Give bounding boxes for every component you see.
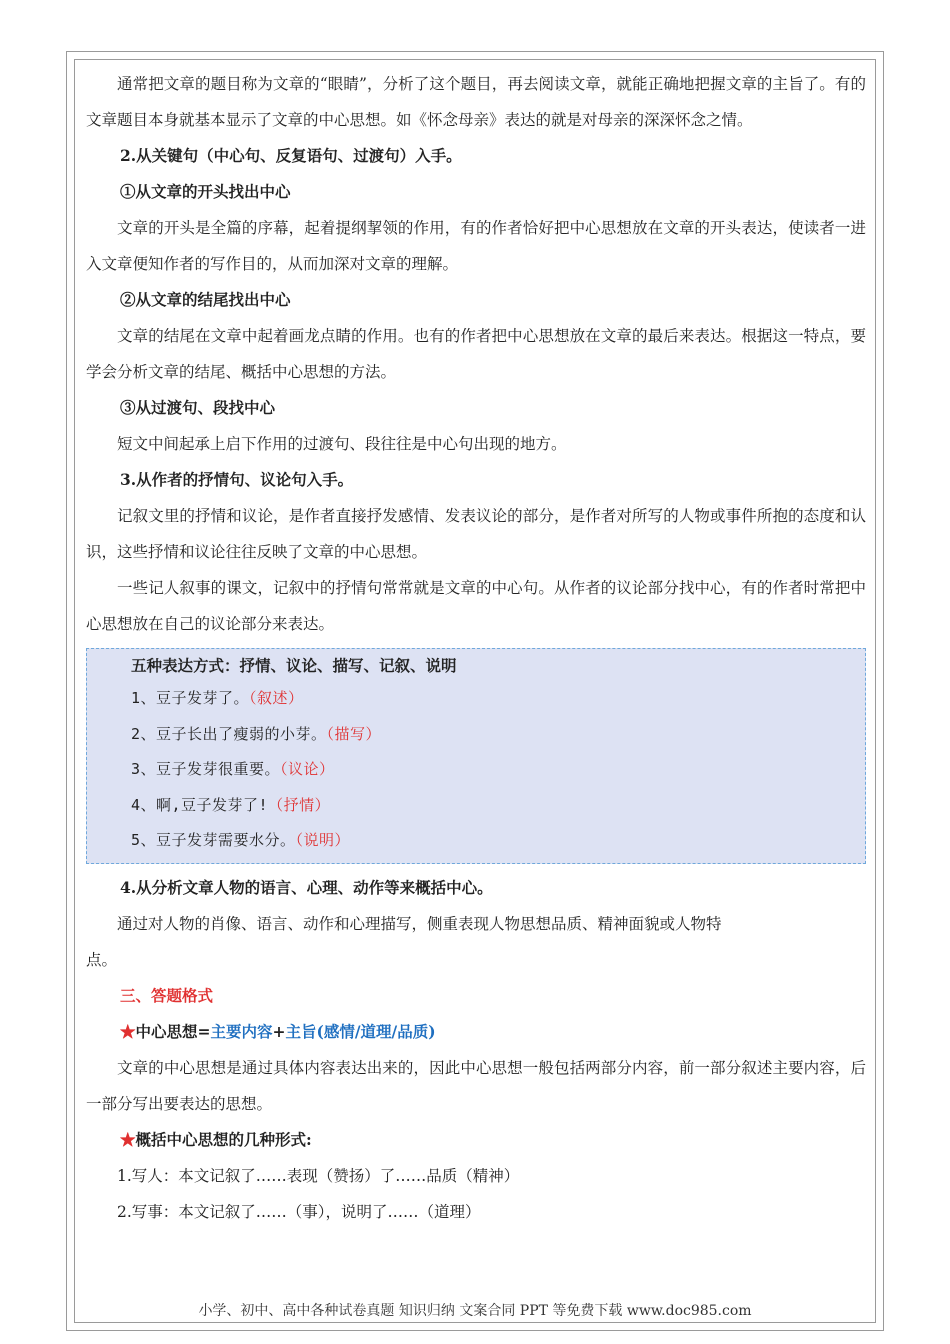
forms-heading: ★概括中心思想的几种形式: — [120, 1129, 312, 1149]
form-write-person: 1.写人：本文记叙了……表现（赞扬）了……品质（精神） — [117, 1166, 520, 1185]
box-item-tag: （说明） — [295, 831, 351, 849]
paragraph-lyric-2: 一些记人叙事的课文，记叙中的抒情句常常就是文章的中心句。从作者的议论部分找中心，有的作者时常把中心思想放在自己的议论部分来表达。 — [86, 579, 866, 633]
heading-key-sentences: 2.从关键句（中心句、反复语句、过渡句）入手。 — [120, 146, 462, 165]
intro-paragraph: 通常把文章的题目称为文章的“眼睛”，分析了这个题目，再去阅读文章，就能正确地把握文章的主旨了。有的文章题目本身就基本显示了文章的中心思想。如《怀念母亲》表达的就是对母亲的深深怀念之情。 — [86, 75, 866, 129]
box-item-tag: （抒情） — [268, 795, 331, 814]
box-item: 1、豆子发芽了。（叙述） — [131, 689, 304, 707]
star-icon: ★ — [120, 1021, 136, 1041]
subheading-transition: ③从过渡句、段找中心 — [120, 398, 276, 417]
expression-modes-box — [86, 648, 866, 864]
subheading-ending: ②从文章的结尾找出中心 — [120, 290, 291, 309]
box-item: 3、豆子发芽很重要。（议论） — [131, 760, 335, 778]
page-footer: 小学、初中、高中各种试卷真题 知识归纳 文案合同 PPT 等免费下载 www.doc985.com — [198, 1303, 752, 1319]
paragraph-ending: 文章的结尾在文章中起着画龙点睛的作用。也有的作者把中心思想放在文章的最后来表达。根据这一特点，要学会分析文章的结尾、概括中心思想的方法。 — [86, 327, 866, 381]
box-item-tag: （议论） — [280, 760, 335, 778]
box-item: 5、豆子发芽需要水分。（说明） — [131, 831, 351, 849]
paragraph-character-1: 通过对人物的肖像、语言、动作和心理描写，侧重表现人物思想品质、精神面貌或人物特 — [117, 914, 722, 933]
box-item: 2、豆子长出了瘦弱的小芽。（描写） — [131, 724, 382, 743]
section-heading-answer-format: 三、答题格式 — [120, 985, 214, 1005]
box-title: 五种表达方式：抒情、议论、描写、记叙、说明 — [131, 656, 457, 675]
box-item: 4、啊,豆子发芽了!（抒情） — [131, 795, 331, 814]
paragraph-lyric-1: 记叙文里的抒情和议论，是作者直接抒发感情、发表议论的部分，是作者对所写的人物或事件所抱的态度和认识，这些抒情和议论往往反映了文章的中心思想。 — [86, 507, 866, 561]
paragraph-opening: 文章的开头是全篇的序幕，起着提纲挈领的作用，有的作者恰好把中心思想放在文章的开头表达，使读者一进入文章便知作者的写作目的，从而加深对文章的理解。 — [86, 219, 866, 273]
document-body — [86, 66, 866, 1230]
star-icon: ★ — [120, 1129, 136, 1149]
heading-lyric-argument: 3.从作者的抒情句、议论句入手。 — [120, 470, 354, 489]
box-item-tag: （叙述） — [249, 689, 304, 707]
box-item-tag: （描写） — [326, 724, 382, 743]
paragraph-character-2: 点。 — [86, 950, 118, 969]
heading-character-analysis: 4.从分析文章人物的语言、心理、动作等来概括中心。 — [120, 877, 493, 897]
formula-line: ★中心思想=主要内容+主旨(感情/道理/品质) — [120, 1021, 436, 1041]
paragraph-formula-explain: 文章的中心思想是通过具体内容表达出来的，因此中心思想一般包括两部分内容，前一部分叙述主要内容，后一部分写出要表达的思想。 — [86, 1058, 866, 1113]
subheading-opening: ①从文章的开头找出中心 — [120, 182, 291, 201]
form-write-event: 2.写事：本文记叙了……（事），说明了……（道理） — [117, 1202, 481, 1221]
paragraph-transition: 短文中间起承上启下作用的过渡句、段往往是中心句出现的地方。 — [117, 435, 567, 453]
